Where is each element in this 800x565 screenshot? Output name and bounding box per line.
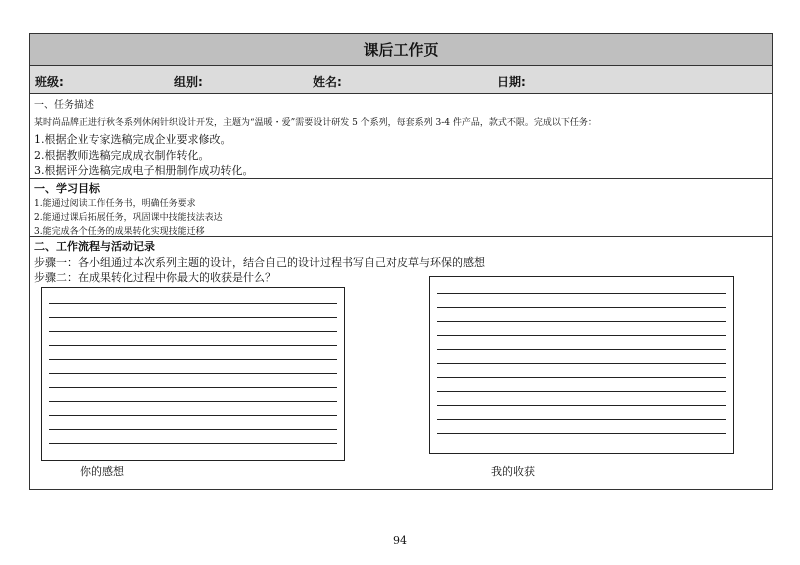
reflection-caption: 你的感想 <box>80 465 124 478</box>
writing-line <box>49 387 337 388</box>
writing-line <box>437 405 726 406</box>
class-label: 班级: <box>35 75 64 89</box>
goal-item: 3.能完成各个任务的成果转化实现技能迁移 <box>34 227 205 237</box>
group-label: 组别: <box>174 75 203 89</box>
writing-line <box>49 359 337 360</box>
date-label: 日期: <box>497 75 526 89</box>
writing-line <box>437 293 726 294</box>
task-heading: 一、任务描述 <box>34 100 94 111</box>
writing-line <box>437 335 726 336</box>
writing-line <box>437 321 726 322</box>
flow-step: 步骤一：各小组通过本次系列主题的设计，结合自己的设计过程书写自己对皮草与环保的感想 <box>34 256 485 269</box>
writing-line <box>437 377 726 378</box>
gains-caption: 我的收获 <box>491 465 535 478</box>
writing-line <box>437 433 726 434</box>
flow-step: 步骤二：在成果转化过程中你最大的收获是什么？ <box>34 271 276 284</box>
page-number: 94 <box>393 534 407 547</box>
task-item: 3.根据评分选稿完成电子相册制作成功转化。 <box>34 164 254 177</box>
task-description: 某时尚品牌正进行秋冬系列休闲针织设计开发，主题为“温暖・爱”需要设计研发 5 个系列，每套系列 3-4 件产品，款式不限。完成以下任务： <box>34 118 597 128</box>
writing-line <box>437 419 726 420</box>
writing-line <box>437 307 726 308</box>
writing-line <box>437 391 726 392</box>
task-section <box>30 94 772 179</box>
writing-line <box>49 345 337 346</box>
reflection-writing-box[interactable] <box>41 287 345 461</box>
worksheet-title: 课后工作页 <box>30 34 772 66</box>
flow-heading: 二、工作流程与活动记录 <box>34 240 155 253</box>
name-label: 姓名: <box>313 75 342 89</box>
writing-line <box>437 349 726 350</box>
writing-line <box>49 303 337 304</box>
worksheet-table <box>29 33 773 490</box>
task-item: 2.根据教师选稿完成成衣制作转化。 <box>34 149 210 162</box>
gains-writing-box[interactable] <box>429 276 734 454</box>
goal-item: 1.能通过阅读工作任务书，明确任务要求 <box>34 199 196 209</box>
goals-section <box>30 179 772 237</box>
writing-line <box>49 415 337 416</box>
writing-line <box>49 317 337 318</box>
task-item: 1.根据企业专家选稿完成企业要求修改。 <box>34 133 232 146</box>
goals-heading: 一、学习目标 <box>34 182 100 195</box>
writing-line <box>49 331 337 332</box>
flow-section <box>30 237 772 489</box>
writing-line <box>49 443 337 444</box>
writing-line <box>49 429 337 430</box>
writing-line <box>49 373 337 374</box>
writing-line <box>437 363 726 364</box>
writing-line <box>49 401 337 402</box>
info-row <box>30 66 772 94</box>
goal-item: 2.能通过课后拓展任务，巩固课中技能技法表达 <box>34 213 223 223</box>
